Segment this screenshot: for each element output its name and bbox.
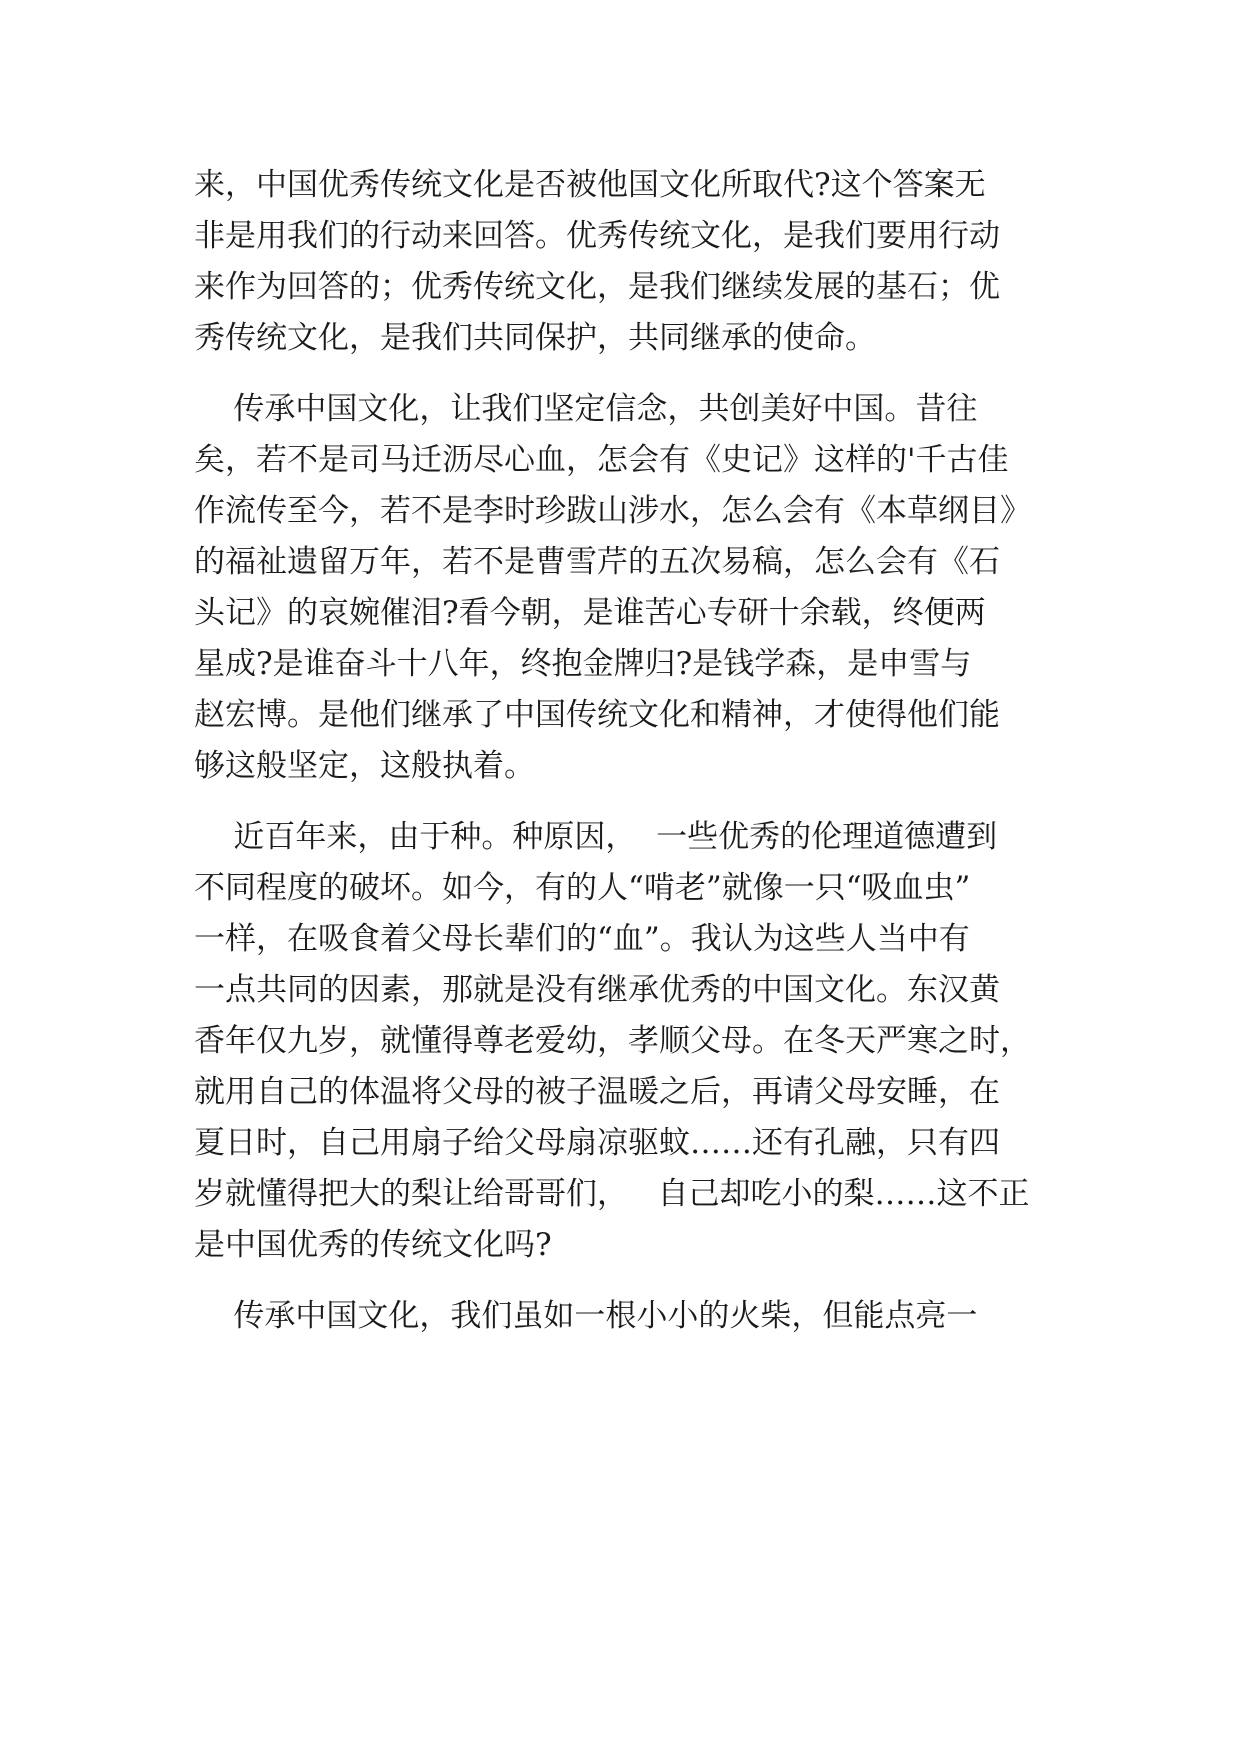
- paragraph: [194, 160, 1054, 364]
- text-line: 秀传统文化，是我们共同保护，共同继承的使命。: [194, 320, 876, 356]
- text-line: 传承中国文化，我们虽如一根小小的火柴，但能点亮一: [194, 1298, 978, 1334]
- text-line: 非是用我们的行动来回答。优秀传统文化，是我们要用行动: [194, 218, 1000, 254]
- text-line: 一样，在吸食着父母长辈们的“血”。我认为这些人当中有: [194, 921, 970, 957]
- text-line: 星成?是谁奋斗十八年，终抱金牌归?是钱学森，是申雪与: [194, 646, 972, 682]
- text-line: 不同程度的破坏。如今，有的人“啃老”就像一只“吸血虫”: [194, 870, 971, 906]
- paragraph: [194, 812, 1054, 1271]
- text-line: 近百年来，由于种。种原因， 一些优秀的伦理道德遭到: [194, 819, 998, 855]
- paragraph: [194, 1291, 1054, 1342]
- text-line: 岁就懂得把大的梨让给哥哥们， 自己却吃小的梨……这不正: [194, 1176, 1030, 1212]
- paragraph: [194, 384, 1054, 792]
- text-line: 够这般坚定，这般执着。: [194, 748, 535, 784]
- text-line: 赵宏博。是他们继承了中国传统文化和精神，才使得他们能: [194, 697, 1000, 733]
- text-line: 是中国优秀的传统文化吗?: [194, 1227, 552, 1263]
- body-text: [194, 160, 1054, 1362]
- text-line: 就用自己的体温将父母的被子温暖之后，再请父母安睡，在: [194, 1074, 1000, 1110]
- text-line: 来，中国优秀传统文化是否被他国文化所取代?这个答案无: [194, 167, 986, 203]
- text-line: 头记》的哀婉催泪?看今朝，是谁苦心专研十余载，终便两: [194, 595, 986, 631]
- text-line: 传承中国文化，让我们坚定信念，共创美好中国。昔往: [194, 391, 978, 427]
- text-line: 作流传至今，若不是李时珍跋山涉水，怎么会有《本草纲目》: [194, 493, 1031, 529]
- text-line: 一点共同的因素，那就是没有继承优秀的中国文化。东汉黄: [194, 972, 1000, 1008]
- text-line: 的福祉遗留万年，若不是曹雪芹的五次易稿，怎么会有《石: [194, 544, 1000, 580]
- text-line: 香年仅九岁，就懂得尊老爱幼，孝顺父母。在冬天严寒之时，: [194, 1023, 1031, 1059]
- text-line: 夏日时，自己用扇子给父母扇凉驱蚊……还有孔融，只有四: [194, 1125, 1000, 1161]
- text-line: 矣，若不是司马迁沥尽心血，怎会有《史记》这样的'千古佳: [194, 442, 1009, 478]
- text-line: 来作为回答的；优秀传统文化，是我们继续发展的基石；优: [194, 269, 1000, 305]
